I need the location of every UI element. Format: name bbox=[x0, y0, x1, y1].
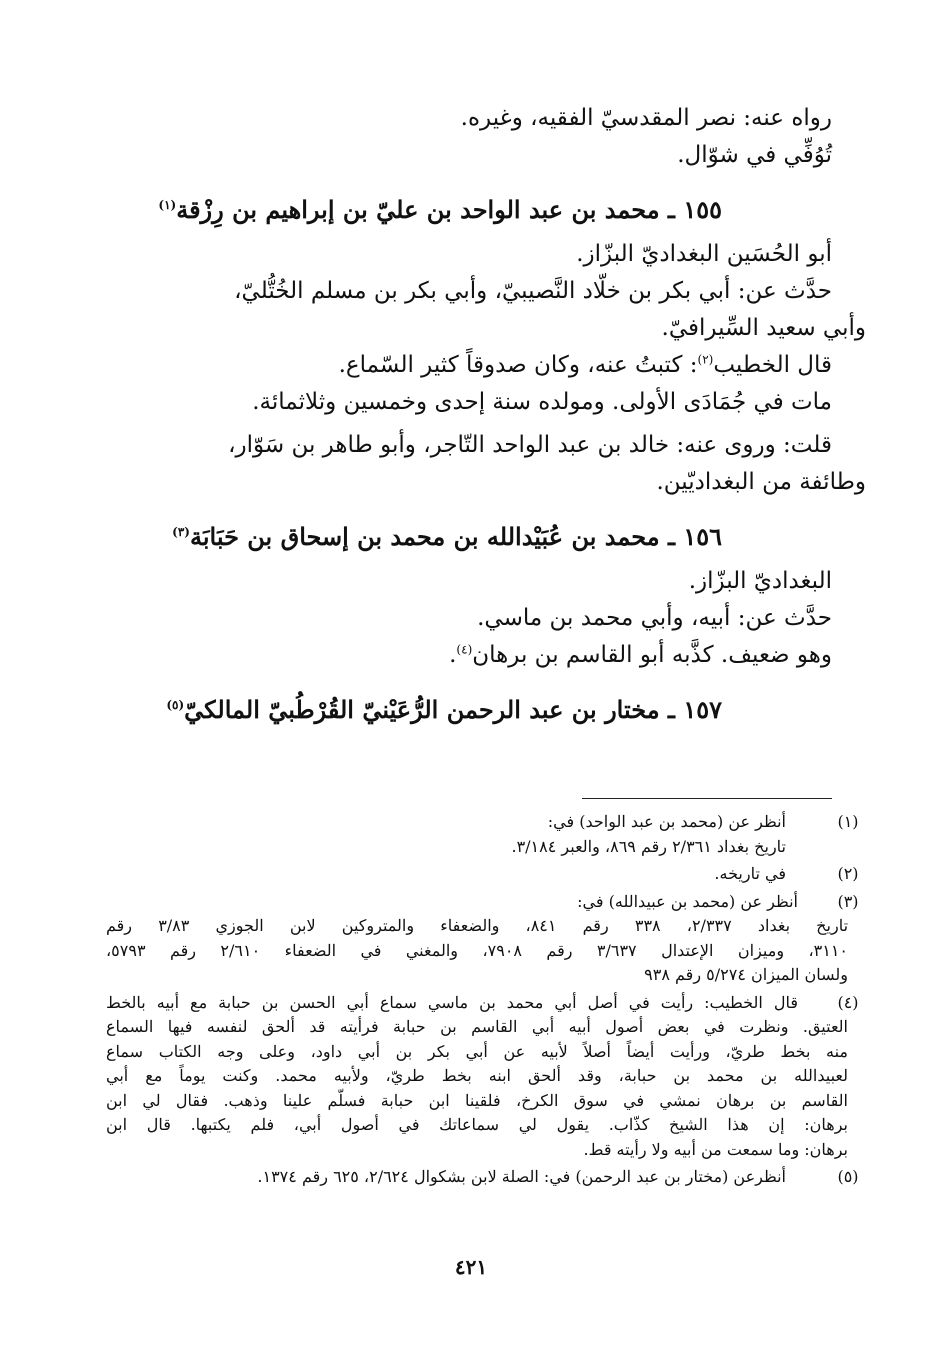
footnote-marker: (٢) bbox=[697, 352, 714, 367]
text-line: وأبي سعيد السِّيرافيّ. bbox=[661, 315, 866, 341]
footnote-4 bbox=[106, 991, 859, 1163]
entry-heading-157 bbox=[102, 690, 832, 730]
entry-title-text: ١٥٥ ـ محمد بن عبد الواحد بن عليّ بن إبراهيم بن رِزْقة bbox=[176, 195, 722, 224]
footnote-line: العتيق. ونظرت في بعض أصول أبيه أبي القاسم بن حبابة فرأيته قد ألحق لنفسه فيها السماع bbox=[106, 1017, 849, 1036]
text-span: قال الخطيب bbox=[713, 352, 832, 378]
text-span: : كتبتُ عنه، وكان صدوقاً كثير السّماع. bbox=[338, 352, 698, 378]
footnote-5 bbox=[106, 1165, 859, 1190]
footnote-line: منه بخط طريّ، ورأيت أيضاً أصلاً لأبيه عن أبي بكر بن أبي داود، وعلى وجه الكتاب سماع bbox=[106, 1041, 848, 1061]
text-line: مات في جُمَادَى الأولى. ومولده سنة إحدى وخمسين وثلاثمائة. bbox=[252, 389, 832, 415]
text-line: وطائفة من البغداديّين. bbox=[656, 469, 866, 495]
footnote-separator bbox=[582, 798, 832, 799]
footnote-line: أنظر عن (محمد بن عبد الواحد) في: bbox=[547, 812, 786, 831]
footnote-marker: (٤) bbox=[456, 642, 473, 657]
text-line: تُوُفِّي في شوّال. bbox=[677, 142, 832, 168]
footnote-3 bbox=[106, 890, 859, 988]
text-line: البغداديّ البزّاز. bbox=[688, 568, 832, 594]
footnote-line: برهان: إن هذا الشيخ كذّاب. يقول لي سماعاتك في أصول أبي، فلم يكتبها. قال ابن bbox=[106, 1115, 848, 1134]
footnote-marker: (١) bbox=[158, 198, 177, 212]
footnote-number: (١) bbox=[837, 812, 859, 831]
footnote-number: (٥) bbox=[837, 1167, 859, 1186]
footnote-2 bbox=[106, 862, 859, 887]
text-line bbox=[102, 347, 832, 384]
footnote-line: أنظرعن (مختار بن عبد الرحمن) في: الصلة لابن بشكوال ٢/٦٢٤، ٦٢٥ رقم ١٣٧٤. bbox=[257, 1167, 786, 1186]
text-line bbox=[102, 637, 832, 674]
page-number: ٤٢١ bbox=[454, 1255, 488, 1279]
footnote-1 bbox=[106, 810, 859, 859]
footnote-number: (٤) bbox=[837, 992, 859, 1012]
entry-title-text: ١٥٦ ـ محمد بن عُبَيْدالله بن محمد بن إسحاق بن حَبَابَة bbox=[189, 522, 722, 551]
text-line: حدَّث عن: أبي بكر بن خلّاد النَّصيبيّ، وأبي بكر بن مسلم الخُتُّليّ، bbox=[234, 278, 832, 304]
footnote-line: تاريخ بغداد ٢/٣٣٧، ٣٣٨ رقم ٨٤١، والضعفاء والمتروكين لابن الجوزي ٣/٨٣ رقم bbox=[106, 916, 849, 935]
entry-heading-156 bbox=[102, 517, 832, 557]
text-line: رواه عنه: نصر المقدسيّ الفقيه، وغيره. bbox=[460, 105, 832, 131]
footnote-line: برهان: وما سمعت من أبيه ولا رأيته قط. bbox=[583, 1139, 848, 1159]
main-text bbox=[102, 100, 866, 736]
text-line: أبو الحُسَين البغداديّ البزّاز. bbox=[576, 241, 832, 267]
footnote-line: تاريخ بغداد ٢/٣٦١ رقم ٨٦٩، والعبر ٣/١٨٤. bbox=[511, 836, 786, 856]
text-line: قلت: وروى عنه: خالد بن عبد الواحد التّاجر، وأبو طاهر بن سَوّار، bbox=[228, 432, 832, 458]
footnote-number: (٣) bbox=[837, 891, 859, 911]
footnote-line: ولسان الميزان ٥/٢٧٤ رقم ٩٣٨ bbox=[644, 965, 848, 984]
footnote-number: (٢) bbox=[837, 864, 859, 883]
footnote-line: القاسم بن برهان نمشي في سوق الكرخ، فلقينا ابن حبابة فسلّم علينا وذهب. فقال لي ابن bbox=[106, 1090, 848, 1110]
footnote-line: أنظر عن (محمد بن عبيدالله) في: bbox=[577, 891, 798, 911]
footnote-line: ٣١١٠، وميزان الإعتدال ٣/٦٣٧ رقم ٧٩٠٨، والمغني في الضعفاء ٢/٦١٠ رقم ٥٧٩٣، bbox=[106, 940, 849, 960]
text-span: . bbox=[449, 642, 457, 668]
footnote-line: قال الخطيب: رأيت في أصل أبي محمد بن ماسي سماع أبي الحسن بن حبابة مع أبيه بالخط bbox=[106, 992, 798, 1012]
footnote-line: لعبيدالله بن محمد بن حبابة، وقد ألحق ابنه بخط طريّ، ولأبيه محمد. وكنت يوماً مع أبي bbox=[106, 1066, 849, 1085]
footnotes bbox=[106, 810, 859, 1190]
entry-heading-155 bbox=[102, 190, 832, 230]
footnote-line: في تاريخه. bbox=[714, 864, 786, 883]
footnote-marker: (٣) bbox=[172, 525, 190, 539]
entry-title-text: ١٥٧ ـ مختار بن عبد الرحمن الرُّعَيْنيّ القُرْطُبيّ المالكيّ bbox=[184, 695, 722, 724]
text-line: حدَّث عن: أبيه، وأبي محمد بن ماسي. bbox=[477, 605, 832, 631]
footnote-marker: (٥) bbox=[166, 698, 185, 712]
text-span: وهو ضعيف. كذَّبه أبو القاسم بن برهان bbox=[472, 642, 832, 668]
